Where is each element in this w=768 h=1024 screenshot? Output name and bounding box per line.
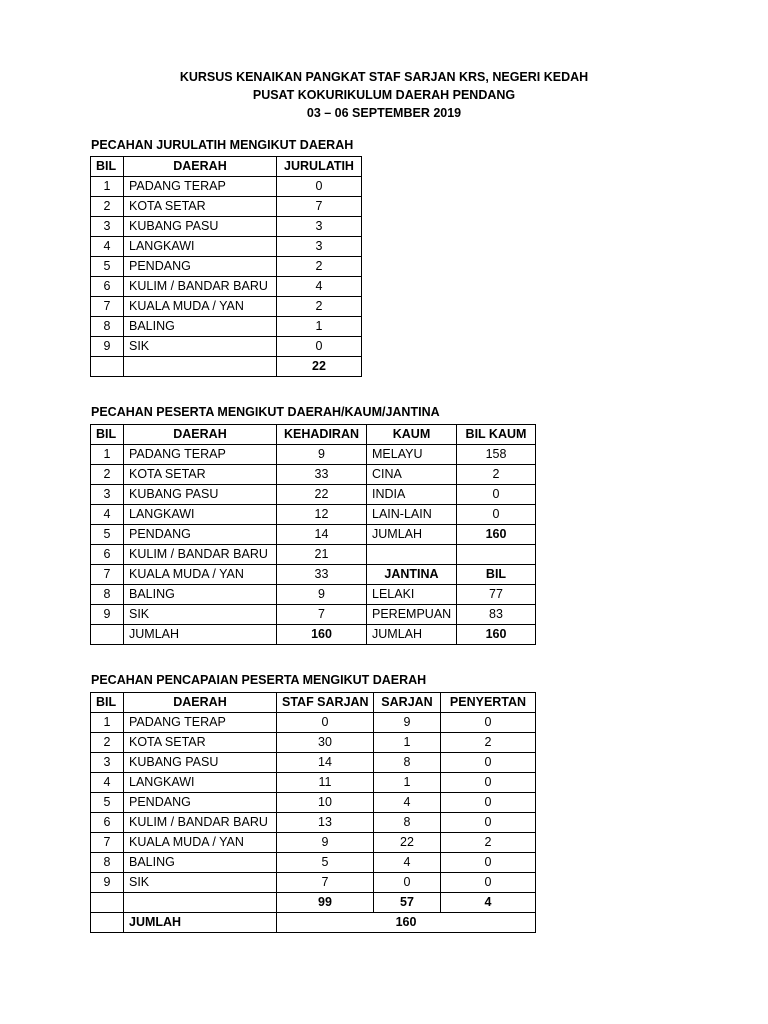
staf-sarjan-cell: 11: [277, 773, 374, 793]
table-row: [91, 445, 536, 465]
jurulatih-cell: 1: [277, 317, 362, 337]
bil-cell: 6: [91, 813, 124, 833]
bil-kaum-cell: 160: [457, 625, 536, 645]
daerah-cell: SIK: [124, 873, 277, 893]
staf-sarjan-cell: 9: [277, 833, 374, 853]
bil-kaum-cell: 77: [457, 585, 536, 605]
header-kehadiran: KEHADIRAN: [277, 425, 367, 445]
daerah-cell: PADANG TERAP: [124, 177, 277, 197]
daerah-cell: KOTA SETAR: [124, 733, 277, 753]
daerah-cell: KULIM / BANDAR BARU: [124, 545, 277, 565]
penyertan-cell: 0: [441, 873, 536, 893]
bil-kaum-cell: [457, 545, 536, 565]
kehadiran-cell: 9: [277, 585, 367, 605]
bil-cell: 2: [91, 733, 124, 753]
bil-cell: 1: [91, 445, 124, 465]
bil-cell: 8: [91, 853, 124, 873]
daerah-cell: PADANG TERAP: [124, 445, 277, 465]
daerah-cell: JUMLAH: [124, 625, 277, 645]
daerah-cell: SIK: [124, 605, 277, 625]
kaum-cell: LAIN-LAIN: [367, 505, 457, 525]
table-row: [91, 565, 536, 585]
bil-kaum-cell: 158: [457, 445, 536, 465]
daerah-cell: BALING: [124, 317, 277, 337]
bil-cell: 6: [91, 545, 124, 565]
table-body: [91, 445, 536, 645]
daerah-cell: KUBANG PASU: [124, 485, 277, 505]
bil-cell: 6: [91, 277, 124, 297]
table-row: [91, 277, 362, 297]
bil-cell: 9: [91, 337, 124, 357]
daerah-cell: PENDANG: [124, 525, 277, 545]
kehadiran-cell: 21: [277, 545, 367, 565]
kaum-cell: [367, 545, 457, 565]
sarjan-cell: 8: [374, 753, 441, 773]
bil-kaum-cell: BIL: [457, 565, 536, 585]
header-bil-kaum: BIL KAUM: [457, 425, 536, 445]
header-sarjan: SARJAN: [374, 693, 441, 713]
table-header-row: [91, 425, 536, 445]
table-row: [91, 585, 536, 605]
section-title-jurulatih: PECAHAN JURULATIH MENGIKUT DAERAH: [91, 138, 354, 152]
table-row: [91, 833, 536, 853]
table-row: [91, 505, 536, 525]
sarjan-cell: 4: [374, 793, 441, 813]
section-title-pencapaian: PECAHAN PENCAPAIAN PESERTA MENGIKUT DAERAH: [91, 673, 427, 687]
empty-cell: [91, 357, 124, 377]
daerah-cell: LANGKAWI: [124, 505, 277, 525]
staf-sarjan-cell: 14: [277, 753, 374, 773]
bil-kaum-cell: 0: [457, 505, 536, 525]
kehadiran-cell: 7: [277, 605, 367, 625]
kehadiran-cell: 14: [277, 525, 367, 545]
header-bil: BIL: [91, 693, 124, 713]
jumlah-row: [91, 913, 536, 933]
jumlah-label: JUMLAH: [124, 913, 277, 933]
staf-sarjan-cell: 30: [277, 733, 374, 753]
penyertan-cell: 0: [441, 753, 536, 773]
daerah-cell: PADANG TERAP: [124, 713, 277, 733]
daerah-cell: KUBANG PASU: [124, 753, 277, 773]
bil-kaum-cell: 0: [457, 485, 536, 505]
bil-cell: 2: [91, 465, 124, 485]
bil-cell: 5: [91, 793, 124, 813]
bil-cell: [91, 625, 124, 645]
jurulatih-cell: 3: [277, 217, 362, 237]
kaum-cell: JUMLAH: [367, 625, 457, 645]
bil-cell: 5: [91, 525, 124, 545]
table-row: [91, 257, 362, 277]
bil-kaum-cell: 160: [457, 525, 536, 545]
kehadiran-cell: 160: [277, 625, 367, 645]
penyertan-cell: 0: [441, 793, 536, 813]
table-row: [91, 525, 536, 545]
daerah-cell: KOTA SETAR: [124, 197, 277, 217]
header-daerah: DAERAH: [124, 157, 277, 177]
kehadiran-cell: 33: [277, 465, 367, 485]
jurulatih-cell: 2: [277, 297, 362, 317]
kehadiran-cell: 12: [277, 505, 367, 525]
empty-cell: [124, 357, 277, 377]
total-jurulatih: 22: [277, 357, 362, 377]
jumlah-value: 160: [277, 913, 536, 933]
bil-cell: 5: [91, 257, 124, 277]
total-row: [91, 625, 536, 645]
daerah-cell: KUALA MUDA / YAN: [124, 297, 277, 317]
bil-cell: 8: [91, 585, 124, 605]
table-row: [91, 217, 362, 237]
kaum-cell: JUMLAH: [367, 525, 457, 545]
sarjan-cell: 0: [374, 873, 441, 893]
total-penyertan: 4: [441, 893, 536, 913]
jurulatih-cell: 2: [277, 257, 362, 277]
table-row: [91, 197, 362, 217]
bil-cell: 2: [91, 197, 124, 217]
staf-sarjan-cell: 7: [277, 873, 374, 893]
daerah-cell: KULIM / BANDAR BARU: [124, 277, 277, 297]
penyertan-cell: 0: [441, 853, 536, 873]
header-penyertan: PENYERTAN: [441, 693, 536, 713]
header-bil: BIL: [91, 157, 124, 177]
daerah-cell: PENDANG: [124, 257, 277, 277]
bil-cell: 4: [91, 237, 124, 257]
table-body: [91, 713, 536, 933]
bil-cell: 4: [91, 773, 124, 793]
table-row: [91, 297, 362, 317]
table-row: [91, 713, 536, 733]
daerah-cell: SIK: [124, 337, 277, 357]
daerah-cell: PENDANG: [124, 793, 277, 813]
table-row: [91, 793, 536, 813]
daerah-cell: BALING: [124, 585, 277, 605]
table-header-row: [91, 157, 362, 177]
table-header-row: [91, 693, 536, 713]
sarjan-cell: 1: [374, 773, 441, 793]
total-staf-sarjan: 99: [277, 893, 374, 913]
bil-cell: 1: [91, 177, 124, 197]
table-row: [91, 733, 536, 753]
staf-sarjan-cell: 5: [277, 853, 374, 873]
jurulatih-cell: 7: [277, 197, 362, 217]
kaum-cell: MELAYU: [367, 445, 457, 465]
total-row: [91, 357, 362, 377]
jurulatih-cell: 3: [277, 237, 362, 257]
staf-sarjan-cell: 13: [277, 813, 374, 833]
table-row: [91, 337, 362, 357]
bil-kaum-cell: 83: [457, 605, 536, 625]
kaum-cell: PEREMPUAN: [367, 605, 457, 625]
penyertan-cell: 0: [441, 773, 536, 793]
empty-cell: [91, 913, 124, 933]
jurulatih-cell: 0: [277, 337, 362, 357]
table-row: [91, 853, 536, 873]
staf-sarjan-cell: 0: [277, 713, 374, 733]
kaum-cell: JANTINA: [367, 565, 457, 585]
table-row: [91, 873, 536, 893]
kehadiran-cell: 33: [277, 565, 367, 585]
kaum-cell: INDIA: [367, 485, 457, 505]
daerah-cell: BALING: [124, 853, 277, 873]
empty-cell: [124, 893, 277, 913]
bil-kaum-cell: 2: [457, 465, 536, 485]
bil-cell: 3: [91, 753, 124, 773]
jurulatih-cell: 0: [277, 177, 362, 197]
total-sarjan: 57: [374, 893, 441, 913]
penyertan-cell: 2: [441, 833, 536, 853]
bil-cell: 1: [91, 713, 124, 733]
kehadiran-cell: 22: [277, 485, 367, 505]
header-date: 03 – 06 SEPTEMBER 2019: [306, 106, 462, 120]
table-row: [91, 605, 536, 625]
bil-cell: 4: [91, 505, 124, 525]
totals-row: [91, 893, 536, 913]
jurulatih-cell: 4: [277, 277, 362, 297]
kehadiran-cell: 9: [277, 445, 367, 465]
penyertan-cell: 2: [441, 733, 536, 753]
bil-cell: 9: [91, 873, 124, 893]
sarjan-cell: 22: [374, 833, 441, 853]
table-row: [91, 237, 362, 257]
bil-cell: 7: [91, 833, 124, 853]
daerah-cell: KUALA MUDA / YAN: [124, 833, 277, 853]
bil-cell: 3: [91, 217, 124, 237]
kaum-cell: LELAKI: [367, 585, 457, 605]
table-row: [91, 177, 362, 197]
penyertan-cell: 0: [441, 813, 536, 833]
daerah-cell: LANGKAWI: [124, 237, 277, 257]
daerah-cell: KULIM / BANDAR BARU: [124, 813, 277, 833]
table-jurulatih: [90, 156, 362, 377]
penyertan-cell: 0: [441, 713, 536, 733]
table-pencapaian: [90, 692, 536, 933]
bil-cell: 8: [91, 317, 124, 337]
table-row: [91, 773, 536, 793]
kaum-cell: CINA: [367, 465, 457, 485]
header-staf-sarjan: STAF SARJAN: [277, 693, 374, 713]
table-row: [91, 465, 536, 485]
sarjan-cell: 4: [374, 853, 441, 873]
section-title-peserta: PECAHAN PESERTA MENGIKUT DAERAH/KAUM/JANTINA: [91, 405, 440, 419]
sarjan-cell: 1: [374, 733, 441, 753]
header-bil: BIL: [91, 425, 124, 445]
header-kaum: KAUM: [367, 425, 457, 445]
header-title: KURSUS KENAIKAN PANGKAT STAF SARJAN KRS, NEGERI KEDAH: [179, 70, 589, 84]
bil-cell: 7: [91, 565, 124, 585]
bil-cell: 9: [91, 605, 124, 625]
table-row: [91, 753, 536, 773]
table-row: [91, 485, 536, 505]
daerah-cell: KUALA MUDA / YAN: [124, 565, 277, 585]
bil-cell: 3: [91, 485, 124, 505]
document-header: [0, 68, 768, 122]
daerah-cell: KUBANG PASU: [124, 217, 277, 237]
table-row: [91, 317, 362, 337]
header-jurulatih: JURULATIH: [277, 157, 362, 177]
daerah-cell: KOTA SETAR: [124, 465, 277, 485]
table-peserta: [90, 424, 536, 645]
sarjan-cell: 9: [374, 713, 441, 733]
staf-sarjan-cell: 10: [277, 793, 374, 813]
header-subtitle: PUSAT KOKURIKULUM DAERAH PENDANG: [252, 88, 516, 102]
header-daerah: DAERAH: [124, 693, 277, 713]
daerah-cell: LANGKAWI: [124, 773, 277, 793]
table-row: [91, 545, 536, 565]
sarjan-cell: 8: [374, 813, 441, 833]
bil-cell: 7: [91, 297, 124, 317]
empty-cell: [91, 893, 124, 913]
header-daerah: DAERAH: [124, 425, 277, 445]
table-row: [91, 813, 536, 833]
table-body: [91, 177, 362, 377]
